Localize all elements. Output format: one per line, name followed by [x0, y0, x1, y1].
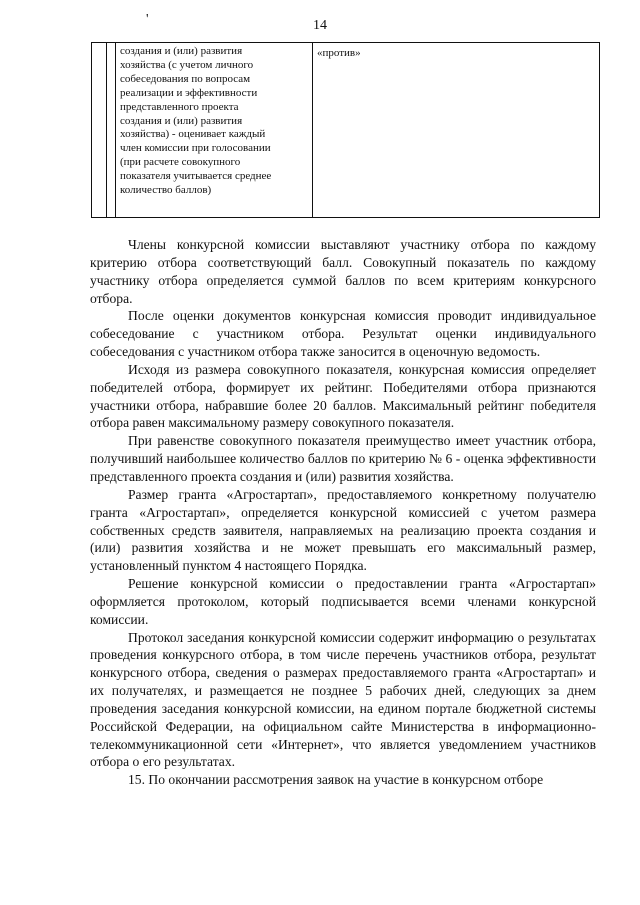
paragraph: После оценки документов конкурсная комиссия проводит индивидуальное собеседование с участником отбора. Результат оценки индивидуального собеседования с участником отбора также заносится в оценочную ведомость. — [90, 308, 596, 360]
paragraph: Исходя из размера совокупного показателя, конкурсная комиссия определяет победителей отбора, формирует их рейтинг. Победителями отбора признаются участники отбора, набравшие более 20 баллов. Максимальный рейтинг победителя отбора равен максимальному размеру совокупного показателя. — [90, 361, 596, 431]
body-text — [90, 236, 596, 789]
paragraph: Члены конкурсной комиссии выставляют участнику отбора по каждому критерию отбора соответствующий балл. Совокупный показатель по каждому участнику отбора определяется суммой баллов по всем критериям конкурсного отбора. — [90, 237, 596, 306]
table-cell-sub — [107, 43, 116, 218]
paragraph: 15. По окончании рассмотрения заявок на участие в конкурсном отборе — [128, 772, 544, 788]
paragraph: Протокол заседания конкурсной комиссии содержит информацию о результатах проведения конкурсного отбора, в том числе перечень участников отбора, результат конкурсного отбора, сведения о размерах предоставляемого гранта «Агростартап» и их получателях, и размещается не позднее 5 рабочих дней, следующих за днем проведения заседания конкурсной комиссии, на едином портале бюджетной системы Российской Федерации, на официальном сайте Министерства в информационно-телекоммуникационной сети «Интернет», что является уведомлением участников отбора о его результатах. — [90, 629, 596, 770]
table-row — [92, 43, 600, 218]
table-cell-vote — [313, 43, 600, 218]
paragraph: При равенстве совокупного показателя преимущество имеет участник отбора, получивший наибольшее количество баллов по критерию № 6 - оценка эффективности представленного проекта создания и (или) развития хозяйства. — [90, 433, 596, 484]
criteria-table — [91, 42, 600, 218]
stray-mark: ' — [146, 12, 149, 27]
vote-text: «против» — [317, 47, 361, 59]
criterion-text: создания и (или) развития хозяйства (с учетом личного собеседования по вопросам реализации и эффективности представленного проекта создания и (или) развития хозяйства) - оценивает каждый член комиссии при голосовании (при расчете совокупного показателя учитывается среднее количество баллов) — [120, 45, 272, 197]
paragraph: Решение конкурсной комиссии о предоставлении гранта «Агростартап» оформляется протоколом, который подписывается всеми членами конкурсной комиссии. — [90, 576, 596, 627]
table-cell-criterion — [116, 43, 313, 218]
paragraph: Размер гранта «Агростартап», предоставляемого конкретному получателю гранта «Агростартап», определяется конкурсной комиссией с учетом размера собственных средств заявителя, направляемых на реализацию проекта создания и (или) развития хозяйства и не может превышать его максимальный размер, установленный пунктом 4 настоящего Порядка. — [90, 486, 596, 574]
page-number: 14 — [313, 18, 327, 33]
table-cell-number — [92, 43, 107, 218]
